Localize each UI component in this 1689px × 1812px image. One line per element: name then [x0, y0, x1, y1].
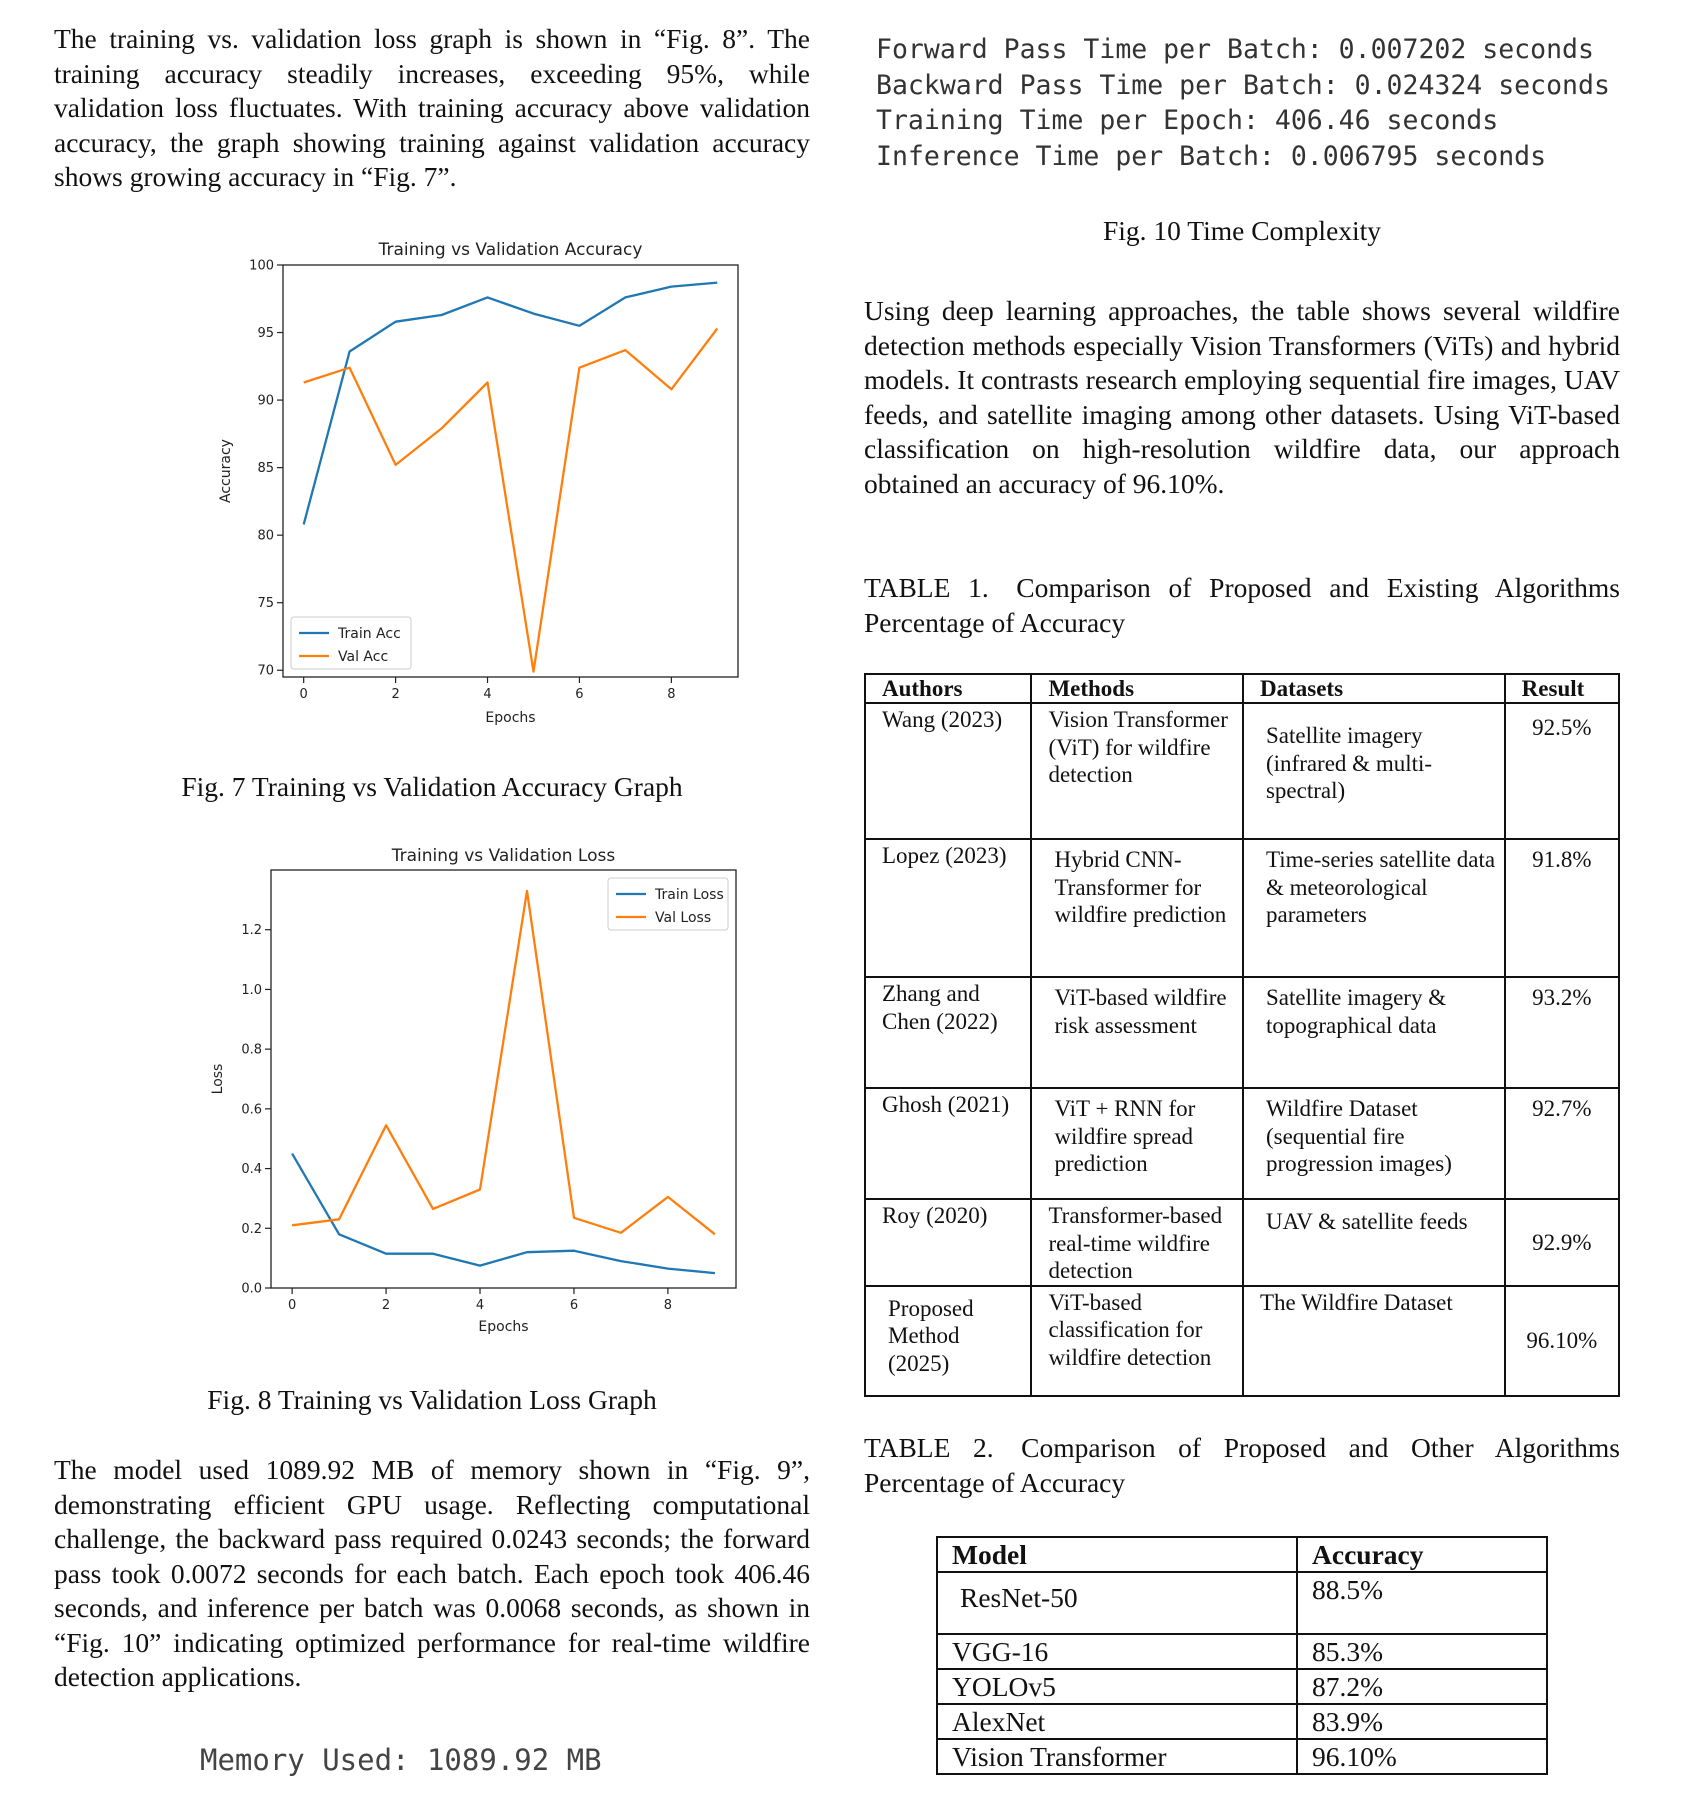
loss-chart [154, 835, 754, 1345]
table1-cell: ViT-based classification for wildfire detection [1031, 1286, 1243, 1396]
table1-cell: Zhang and Chen (2022) [865, 977, 1031, 1088]
table1-cell: ViT + RNN for wildfire spread prediction [1031, 1088, 1243, 1199]
table2-cell: AlexNet [937, 1704, 1297, 1739]
table1-cell: 93.2% [1505, 977, 1619, 1088]
table1-cell: 96.10% [1505, 1286, 1619, 1396]
x-tick-label: 4 [483, 687, 492, 702]
table1-cell: 92.7% [1505, 1088, 1619, 1199]
x-tick-label: 4 [475, 1298, 485, 1313]
paragraph-memory-timing: The model used 1089.92 MB of memory shown in “Fig. 9”, demonstrating efficient GPU usage. Reflecting computational challenge, the backward pass required 0.0243 seconds; the forward pass took 0.0072 seconds for each batch. Each epoch took 406.46 seconds, and inference per batch was 0.0068 seconds, as shown in “Fig. 10” indicating optimized performance for real-time wildfire detection applications. [54, 1454, 810, 1692]
y-tick-label: 0.6 [241, 1102, 262, 1118]
table-row [865, 703, 1619, 839]
table1-header-authors: Authors [865, 674, 1031, 703]
table1-header-datasets: Datasets [1243, 674, 1505, 703]
legend-label: Val Loss [655, 910, 712, 926]
table2-cell: 87.2% [1297, 1669, 1547, 1704]
table1-cell: 92.9% [1505, 1199, 1619, 1286]
x-tick-label: 6 [569, 1298, 579, 1313]
table2-cell: 88.5% [1297, 1572, 1547, 1634]
table1-cell: Proposed Method (2025) [865, 1286, 1031, 1396]
table2-caption: TABLE 2. Comparison of Proposed and Other Algorithms Percentage of Accuracy [864, 1432, 1620, 1498]
table1-cell: Ghosh (2021) [865, 1088, 1031, 1199]
x-tick-label: 2 [391, 687, 400, 702]
table-row [865, 1199, 1619, 1286]
table-row [937, 1572, 1547, 1634]
legend-label: Train Acc [338, 626, 401, 642]
table1-cell: Wang (2023) [865, 703, 1031, 839]
table2-cell: 96.10% [1297, 1739, 1547, 1774]
plot-frame [271, 870, 736, 1288]
y-axis-label: Accuracy [218, 439, 234, 503]
table2-cell: YOLOv5 [937, 1669, 1297, 1704]
table2-header-row [937, 1537, 1547, 1572]
memory-used-output: Memory Used: 1089.92 MB [200, 1743, 602, 1777]
timing-line-inference: Inference Time per Batch: 0.006795 seconds [876, 140, 1547, 172]
table1-cell: Time-series satellite data & meteorological parameters [1243, 839, 1505, 977]
table1-cell: The Wildfire Dataset [1243, 1286, 1505, 1396]
timing-line-forward: Forward Pass Time per Batch: 0.007202 seconds [876, 34, 1594, 65]
table2-cell: 83.9% [1297, 1704, 1547, 1739]
y-tick-label: 95 [257, 326, 274, 342]
table1-cell: Wildfire Dataset (sequential fire progression images) [1243, 1088, 1505, 1199]
accuracy-chart [154, 230, 754, 730]
x-axis-label: Epochs [485, 710, 536, 726]
series-line-val-loss [292, 891, 715, 1234]
timing-output [876, 28, 1620, 174]
y-tick-label: 1.2 [241, 923, 262, 939]
table1-caption: TABLE 1. Comparison of Proposed and Existing Algorithms Percentage of Accuracy [864, 572, 1620, 638]
paragraph-comparison: Using deep learning approaches, the table shows several wildfire detection methods especially Vision Transformers (ViTs) and hybrid models. It contrasts research employing sequential fire images, UAV feeds, and satellite imaging among other datasets. Using ViT-based classification on high-resolution wildfire data, our approach obtained an accuracy of 96.10%. [864, 295, 1620, 499]
table2-cell: VGG-16 [937, 1634, 1297, 1669]
fig7-caption: Fig. 7 Training vs Validation Accuracy Graph [181, 771, 683, 802]
x-tick-label: 8 [663, 1298, 673, 1313]
legend-label: Val Acc [338, 649, 389, 665]
table-row [937, 1669, 1547, 1704]
table1-cell: Hybrid CNN-Transformer for wildfire prediction [1031, 839, 1243, 977]
table1-cell: Vision Transformer (ViT) for wildfire detection [1031, 703, 1243, 839]
y-tick-label: 100 [249, 258, 274, 274]
chart-title: Training vs Validation Loss [391, 846, 616, 866]
table1-cell: Roy (2020) [865, 1199, 1031, 1286]
fig10-caption: Fig. 10 Time Complexity [1102, 215, 1382, 246]
y-tick-label: 70 [257, 663, 274, 679]
table2-cell: Vision Transformer [937, 1739, 1297, 1774]
y-tick-label: 0.8 [241, 1042, 262, 1058]
x-tick-label: 8 [667, 687, 676, 702]
fig8-caption: Fig. 8 Training vs Validation Loss Graph [207, 1384, 657, 1415]
x-tick-label: 0 [299, 687, 308, 702]
y-tick-label: 85 [257, 461, 274, 477]
table1-cell: Satellite imagery & topographical data [1243, 977, 1505, 1088]
legend-label: Train Loss [655, 887, 724, 903]
table-row [865, 1286, 1619, 1396]
table2-header-model: Model [937, 1537, 1297, 1572]
table1-cell: ViT-based wildfire risk assessment [1031, 977, 1243, 1088]
table-row [937, 1634, 1547, 1669]
table-row [937, 1739, 1547, 1774]
table1-header-methods: Methods [1031, 674, 1243, 703]
table1-cell: Lopez (2023) [865, 839, 1031, 977]
y-tick-label: 0.4 [241, 1162, 262, 1178]
table1-header-result: Result [1505, 674, 1619, 703]
table1-cell: UAV & satellite feeds [1243, 1199, 1505, 1286]
table-row [865, 1088, 1619, 1199]
timing-line-epoch: Training Time per Epoch: 406.46 seconds [876, 105, 1499, 136]
x-tick-label: 6 [575, 687, 584, 702]
x-axis-label: Epochs [478, 1319, 529, 1335]
x-tick-label: 2 [381, 1298, 391, 1313]
table2-cell: ResNet-50 [937, 1572, 1297, 1634]
x-tick-label: 0 [287, 1298, 297, 1313]
table-row [865, 839, 1619, 977]
table1-cell: Transformer-based real-time wildfire detection [1031, 1199, 1243, 1286]
table1-header-row [865, 674, 1619, 703]
table1 [864, 673, 1620, 1397]
timing-line-backward: Backward Pass Time per Batch: 0.024324 seconds [876, 69, 1610, 101]
series-line-train-loss [292, 1154, 715, 1274]
table2-header-accuracy: Accuracy [1297, 1537, 1547, 1572]
y-tick-label: 80 [257, 528, 274, 544]
table-row [865, 977, 1619, 1088]
chart-title: Training vs Validation Accuracy [378, 240, 643, 260]
y-tick-label: 0.2 [241, 1221, 262, 1237]
table1-cell: 92.5% [1505, 703, 1619, 839]
table1-cell: 91.8% [1505, 839, 1619, 977]
table2 [936, 1536, 1548, 1775]
paragraph-training-summary: The training vs. validation loss graph is shown in “Fig. 8”. The training accuracy steadily increases, exceeding 95%, while validation loss fluctuates. With training accuracy above validation accuracy, the graph showing training against validation accuracy shows growing accuracy in “Fig. 7”. [54, 23, 810, 192]
table-row [937, 1704, 1547, 1739]
plot-frame [283, 265, 738, 677]
y-tick-label: 0.0 [241, 1281, 262, 1297]
table1-cell: Satellite imagery (infrared & multi-spectral) [1243, 703, 1505, 839]
y-tick-label: 1.0 [241, 982, 262, 998]
table2-cell: 85.3% [1297, 1634, 1547, 1669]
y-tick-label: 75 [257, 596, 274, 612]
y-axis-label: Loss [210, 1063, 226, 1095]
y-tick-label: 90 [257, 393, 274, 409]
